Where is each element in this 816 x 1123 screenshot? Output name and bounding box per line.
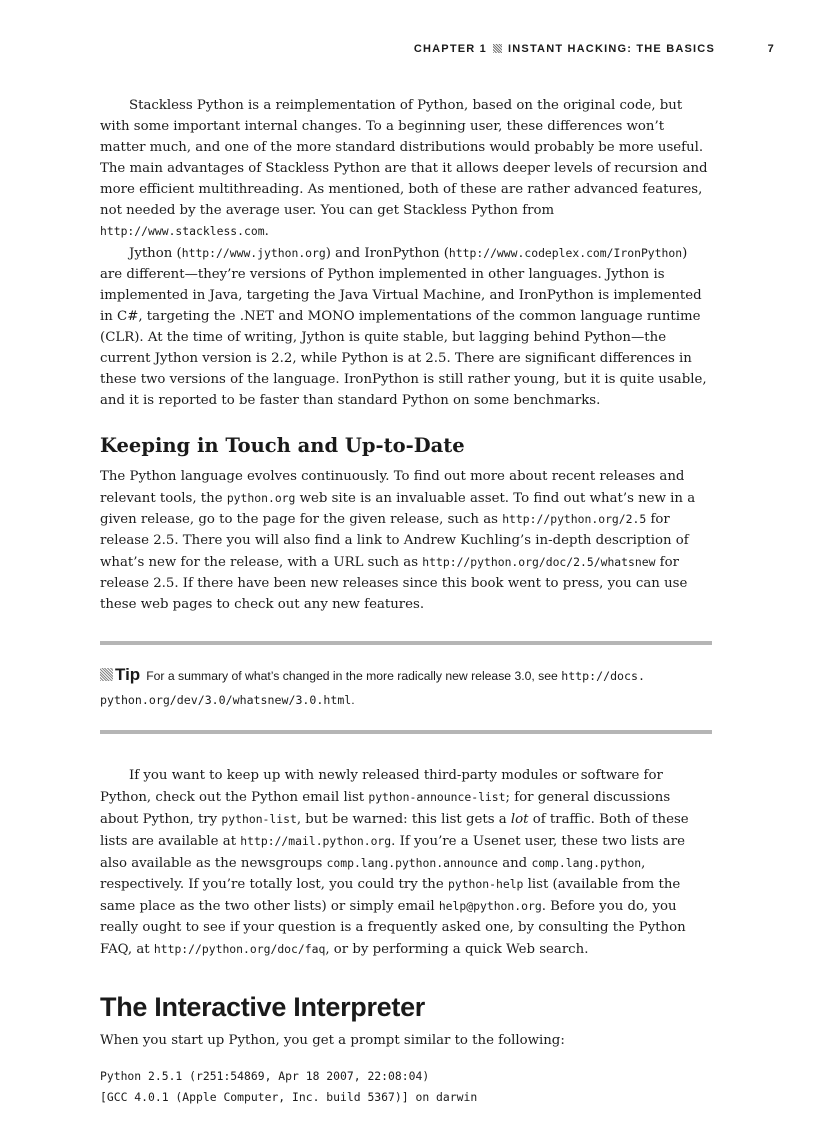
running-head-title xyxy=(414,43,715,55)
link-stackless-url: http://www.stackless.com xyxy=(100,224,265,239)
text-run: of traffic. Both of these lists are available at xyxy=(100,811,689,849)
paragraph-stackless xyxy=(100,96,712,243)
chapter-title: INSTANT HACKING: THE BASICS xyxy=(508,43,715,55)
text-run: ) are different—they’re versions of Python implemented in other languages. Jython is implemented in Java, targeting the Java Virtual Machine, and IronPython is implemented in C#, targeting the .NET and MONO implementations of the common language runtime (CLR). At the time of writing, Jython is quite stable, but lagging behind Python—the current Jython version is 2.2, while Python is at 2.5. There are significant differences in these two versions of the language. IronPython is still rather young, but it is quite usable, and it is reported to be faster than standard Python on some benchmarks. xyxy=(100,246,707,408)
text-run: list (available from the same place as the two other lists) or simply email xyxy=(100,877,681,915)
code-python-list: python-list xyxy=(221,811,297,826)
text-run: . xyxy=(264,224,269,240)
code-help-email: help@python.org xyxy=(438,899,542,914)
text-run: and xyxy=(497,855,532,871)
link-ironpython-url: http://www.codeplex.com/IronPython xyxy=(448,246,683,261)
text-run: ) and IronPython ( xyxy=(325,246,449,262)
chapter-label: CHAPTER 1 xyxy=(413,43,488,55)
paragraph-mailing-lists xyxy=(100,766,712,961)
tip-url-part1: http://docs. xyxy=(561,668,645,683)
text-run: If you want to keep up with newly released third-party modules or software for Python, check out the Python email list xyxy=(100,767,663,805)
tip-label: Tip xyxy=(115,664,141,684)
code-python-org: python.org xyxy=(226,490,296,505)
emphasis-lot: lot xyxy=(510,811,529,827)
tip-text: For a summary of what’s changed in the more radically new release 3.0, see xyxy=(146,668,562,683)
code-python-help: python-help xyxy=(447,877,524,892)
code-release-url: http://python.org/2.5 xyxy=(502,512,647,527)
paragraph-releases xyxy=(100,467,712,616)
text-run: , but be warned: this list gets a xyxy=(296,811,511,827)
running-head xyxy=(100,43,775,59)
code-newsgroup-announce: comp.lang.python.announce xyxy=(326,855,498,870)
link-jython-url: http://www.jython.org xyxy=(181,246,326,261)
text-run: Stackless Python is a reimplementation of Python, based on the original code, but with some important internal changes. To a beginning user, these differences won’t matter much, and one of the more standard distributions would probably be more useful. The main advantages of Stackless Python are that it allows deeper levels of recursion and more efficient multithreading. As mentioned, both of these are rather advanced features, not needed by the average user. You can get Stackless Python from xyxy=(100,98,708,218)
text-run: web site is an invaluable asset. To find out what’s new in a given release, go to the page for the given release, such as xyxy=(100,490,696,528)
text-run: The Python language evolves continuously. To find out more about recent releases and relevant tools, the xyxy=(100,468,685,506)
text-run: , or by performing a quick Web search. xyxy=(325,942,589,958)
code-mail-url: http://mail.python.org xyxy=(240,833,392,848)
text-run: . If you’re a Usenet user, these two lists are also available as the newsgroups xyxy=(100,833,685,871)
tip-marker-icon xyxy=(100,668,113,681)
text-run: , respectively. If you’re totally lost, you could try the xyxy=(100,855,646,893)
paragraph-prompt-intro: When you start up Python, you get a prompt similar to the following: xyxy=(100,1033,565,1049)
code-whatsnew-url: http://python.org/doc/2.5/whatsnew xyxy=(422,555,656,570)
code-faq-url: http://python.org/doc/faq xyxy=(153,942,326,957)
text-run: ; for general discussions about Python, try xyxy=(100,789,671,827)
code-line-1: Python 2.5.1 (r251:54869, Apr 18 2007, 22:08:04) xyxy=(100,1069,430,1083)
body-text xyxy=(100,96,712,1108)
paragraph-jython-ironpython xyxy=(100,243,712,411)
text-run: Jython ( xyxy=(129,246,182,262)
code-line-2: [GCC 4.0.1 (Apple Computer, Inc. build 5367)] on darwin xyxy=(100,1090,478,1104)
section-heading-interactive-interpreter: The Interactive Interpreter xyxy=(100,992,426,1023)
code-newsgroup-python: comp.lang.python xyxy=(531,855,642,870)
section-heading-keeping-in-touch: Keeping in Touch and Up-to-Date xyxy=(100,433,465,457)
text-run: . Before you do, you really ought to see if your question is a frequently asked one, by consulting the Python FAQ, at xyxy=(100,899,686,958)
tip-url-part2: python.org/dev/3.0/whatsnew/3.0.html xyxy=(100,692,352,707)
code-listing xyxy=(100,1066,712,1108)
page-number: 7 xyxy=(767,43,775,55)
separator-square-icon xyxy=(493,44,502,53)
code-announce-list: python-announce-list xyxy=(368,789,506,804)
text-run: for release 2.5. If there have been new releases since this book went to press, you can use these web pages to check out any new features. xyxy=(100,555,688,613)
text-run: . xyxy=(351,692,355,707)
text-run: for release 2.5. There you will also find a link to Andrew Kuchling’s in-depth description of what’s new for the release, with a URL such as xyxy=(100,512,689,571)
tip-box xyxy=(100,641,712,734)
